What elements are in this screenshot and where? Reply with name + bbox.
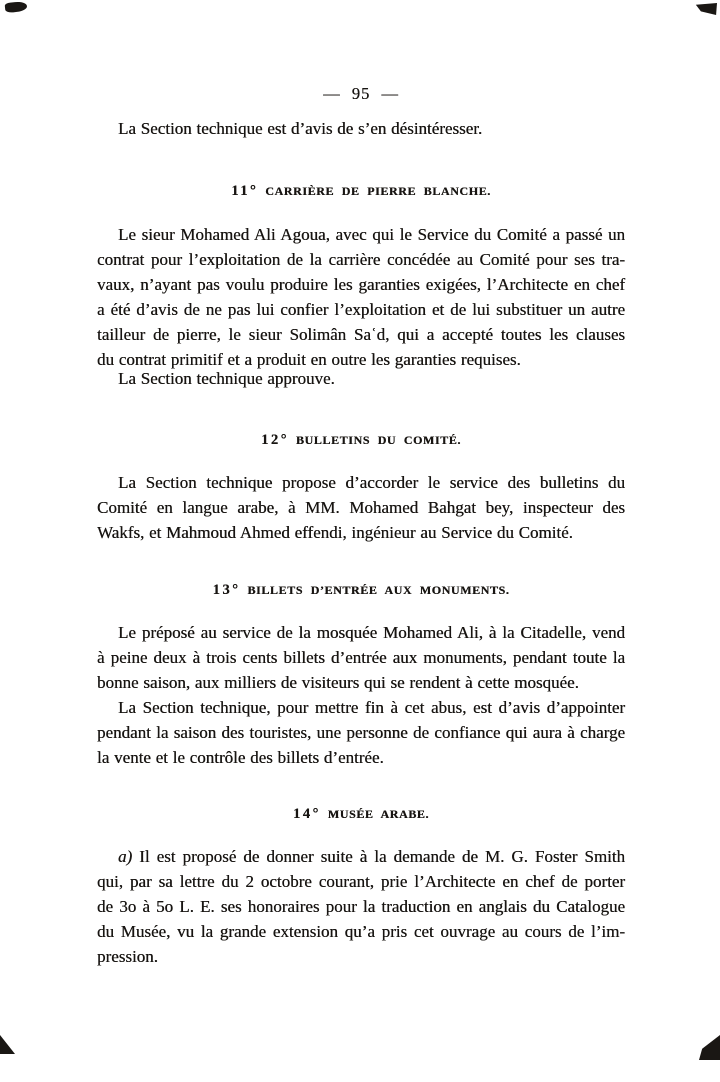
text-line: Le préposé au service de la mosquée Mohamed Ali, à la Citadelle, vend [118,623,625,642]
heading-title: CARRIÈRE DE PIERRE BLANCHE. [265,184,491,198]
text-line: de 3o à 5o L. E. ses honoraires pour la traduction en anglais du Catalogue [97,897,625,916]
page-number: — 95 — [323,84,399,103]
text-line: bonne saison, aux milliers de visiteurs qui se rendent à cette mosquée. [97,673,579,692]
heading-number: 13° [212,582,241,598]
heading-title: BULLETINS DU COMITÉ. [295,433,461,447]
paragraph [97,844,625,969]
text-line [97,844,625,869]
text-line: La Section technique propose d’accorder le service des bulletins du [118,473,625,492]
text-line: La Section technique est d’avis de s’en désintéresser. [118,119,483,138]
section-heading-11 [97,183,625,199]
text-line: à peine deux à trois cents billets d’entrée aux monuments, pendant toute la [97,648,625,667]
section-heading-12 [97,432,625,448]
text-line: tailleur de pierre, le sieur Solimân Saʿd, qui a accepté toutes les clauses [97,325,625,344]
text-line: pendant la saison des touristes, une personne de confiance qui aura à charge [97,723,625,742]
text-line: La Section technique, pour mettre fin à cet abus, est d’avis d’appointer [118,698,625,717]
heading-title: MUSÉE ARABE. [327,807,430,821]
text-line: La Section technique approuve. [118,369,335,388]
text-line: Le sieur Mohamed Ali Agoua, avec qui le Service du Comité a passé un [118,225,625,244]
list-letter: a) [118,847,133,866]
text-line-content: Il est proposé de donner suite à la demande de M. G. Foster Smith [139,847,625,866]
paragraph [97,695,625,770]
section-heading-13 [97,582,625,598]
text-line: du contrat primitif et a produit en outre les garanties requises. [97,350,521,369]
text-line: pression. [97,947,158,966]
heading-number: 14° [292,806,321,822]
text-line: qui, par sa lettre du 2 octobre courant, prie l’Architecte en chef de porter [97,872,625,891]
heading-number: 11° [231,183,259,199]
paragraph [97,222,625,372]
text-line: contrat pour l’exploitation de la carrière concédée au Comité pour ses tra- [97,250,625,269]
text-line: la vente et le contrôle des billets d’entrée. [97,748,384,767]
text-line: Wakfs, et Mahmoud Ahmed effendi, ingénieur au Service du Comité. [97,523,573,542]
section-heading-14 [97,806,625,822]
scan-corner-artifact-top-left [5,1,28,13]
heading-number: 12° [261,432,289,448]
text-line: du Musée, vu la grande extension qu’a pris cet ouvrage au cours de l’im- [97,922,625,941]
paragraph [97,470,625,545]
text-line: a été d’avis de ne pas lui confier l’exploitation et de lui substituer un autre [97,300,625,319]
intro-paragraph [97,116,625,141]
scan-corner-artifact-bottom-right [699,1035,720,1060]
heading-title: BILLETS D’ENTRÉE AUX MONUMENTS. [247,583,510,597]
paragraph [97,366,625,391]
paragraph [97,620,625,695]
text-line: Comité en langue arabe, à MM. Mohamed Bahgat bey, inspecteur des [97,498,625,517]
scan-corner-artifact-bottom-left [0,1035,15,1054]
scan-corner-artifact-top-right [694,3,717,15]
text-line: vaux, n’ayant pas voulu produire les garanties exigées, l’Architecte en chef [97,275,625,294]
